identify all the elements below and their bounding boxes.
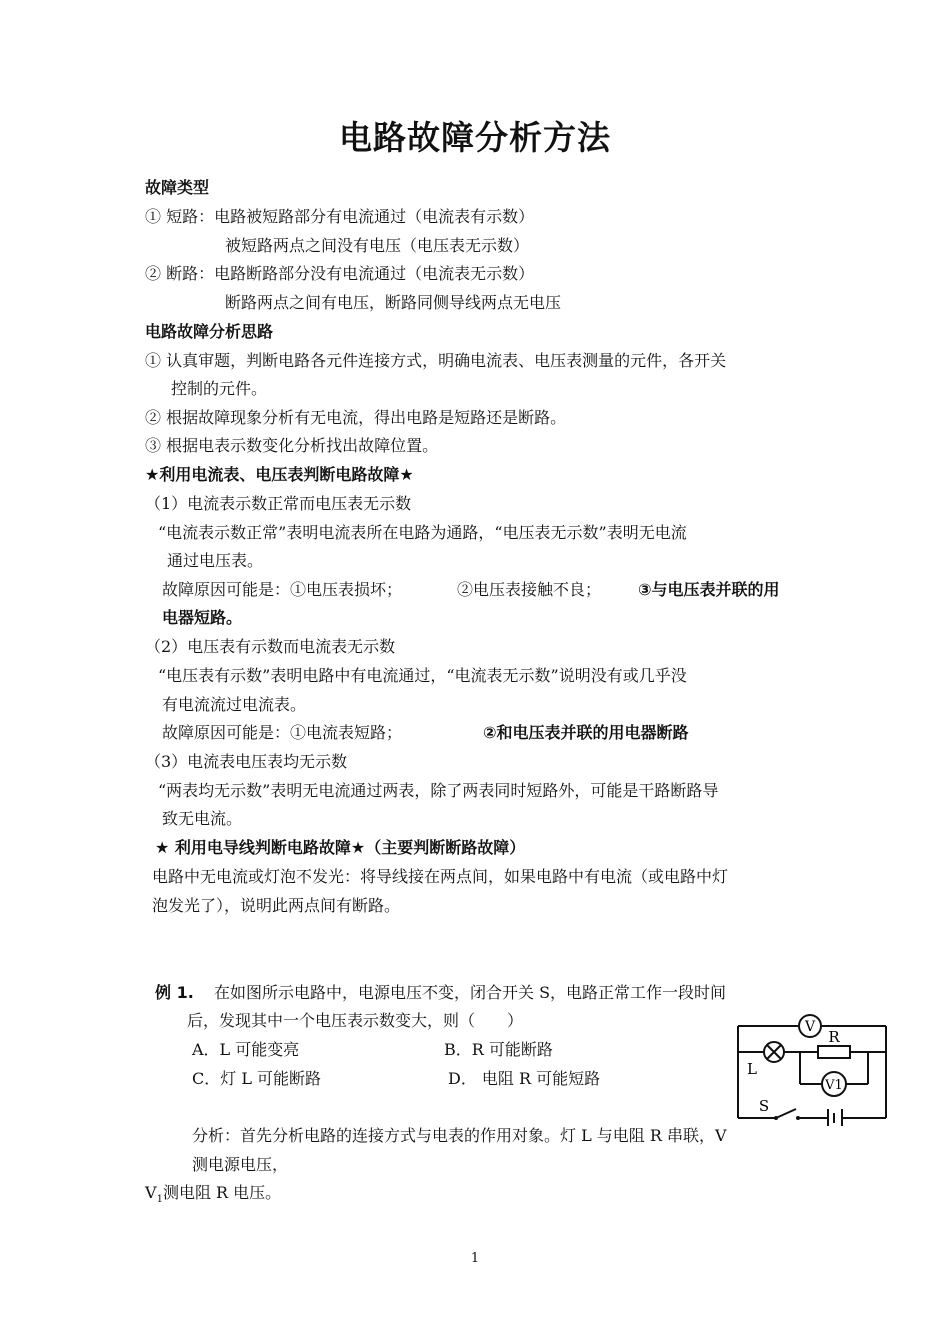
option-a: A．L 可能变亮 xyxy=(192,1040,300,1059)
switch-label: S xyxy=(758,1097,770,1115)
case2-title: （2）电压表有示数而电流表无示数 xyxy=(145,637,396,656)
v1-letter: V xyxy=(145,1183,157,1202)
option-d: D． 电阻 R 可能短路 xyxy=(448,1069,601,1088)
v1-subscript: 1 xyxy=(156,1194,163,1206)
case1-desc-line2: 通过电压表。 xyxy=(167,551,264,570)
open-circuit-line1: ② 断路：电路断路部分没有电流通过（电流表无示数） xyxy=(145,264,535,283)
example-analysis-line1: 分析：首先分析电路的连接方式与电表的作用对象。灯 L 与电阻 R 串联，V xyxy=(192,1126,727,1145)
case2-desc-line2: 有电流流过电流表。 xyxy=(162,695,307,714)
case3-desc-line1: “两表均无示数”表明无电流通过两表，除了两表同时短路外，可能是干路断路导 xyxy=(158,781,719,800)
option-c: C．灯 L 可能断路 xyxy=(192,1069,322,1088)
case3-desc-line2: 致无电流。 xyxy=(162,809,243,828)
short-circuit-line2: 被短路两点之间没有电压（电压表无示数） xyxy=(225,236,530,255)
case1-desc-line1: “电流表示数正常”表明电流表所在电路为通路，“电压表无示数”表明无电流 xyxy=(158,523,687,542)
analysis-approach-heading: 电路故障分析思路 xyxy=(145,322,274,341)
wire-section-line2: 泡发光了），说明此两点间有断路。 xyxy=(152,896,401,915)
wire-section-line1: 电路中无电流或灯泡不发光：将导线接在两点间，如果电路中有电流（或电路中灯 xyxy=(152,867,729,886)
switch-contact-dot xyxy=(796,1116,800,1120)
example-stem-line2: 后，发现其中一个电压表示数变大，则（ ） xyxy=(187,1011,524,1030)
approach-step2: ② 根据故障现象分析有无电流，得出电路是短路还是断路。 xyxy=(145,408,567,427)
case2-cause-prefix: 故障原因可能是：①电流表短路； xyxy=(162,723,403,742)
case2-desc-line1: “电压表有示数”表明电路中有电流通过，“电流表无示数”说明没有或几乎没 xyxy=(158,666,687,685)
resistor-label: R xyxy=(828,1028,840,1046)
approach-step1-line2: 控制的元件。 xyxy=(171,379,268,398)
resistor-icon xyxy=(818,1046,850,1058)
voltmeter-v-label: V xyxy=(804,1019,816,1035)
case1-cause-prefix: 故障原因可能是：①电压表损坏； xyxy=(162,580,403,599)
fault-types-heading: 故障类型 xyxy=(145,178,210,197)
short-circuit-line1: ① 短路：电路被短路部分有电流通过（电流表有示数） xyxy=(145,207,535,226)
page-title: 电路故障分析方法 xyxy=(339,118,611,157)
case2-cause-2: ②和电压表并联的用电器断路 xyxy=(483,723,689,742)
example-label: 例 1. xyxy=(155,983,194,1002)
case3-title: （3）电流表电压表均无示数 xyxy=(145,752,348,771)
voltmeter-v1-label: V1 xyxy=(825,1078,843,1093)
example-analysis-line3 xyxy=(145,1183,281,1206)
approach-step3: ③ 根据电表示数变化分析找出故障位置。 xyxy=(145,436,439,455)
lamp-label: L xyxy=(747,1060,757,1078)
switch-blade xyxy=(776,1109,796,1118)
open-circuit-line2: 断路两点之间有电压，断路同侧导线两点无电压 xyxy=(225,293,562,312)
switch-pivot-dot xyxy=(774,1116,778,1120)
case1-cause-3-part1: ③与电压表并联的用 xyxy=(638,580,780,599)
wire-section-heading: ★ 利用电导线判断电路故障★（主要判断断路故障） xyxy=(155,838,526,857)
case1-title: （1）电流表示数正常而电压表无示数 xyxy=(145,494,412,513)
case1-cause-3-part2: 电器短路。 xyxy=(162,608,243,627)
example-analysis-line2: 测电源电压， xyxy=(192,1155,289,1174)
case1-cause-2: ②电压表接触不良； xyxy=(457,580,602,599)
page-number: 1 xyxy=(470,1251,480,1266)
meter-section-heading: ★利用电流表、电压表判断电路故障★ xyxy=(145,465,414,484)
option-b: B．R 可能断路 xyxy=(444,1040,553,1059)
circuit-diagram xyxy=(730,1010,920,1126)
example-stem-line1: 在如图所示电路中，电源电压不变，闭合开关 S，电路正常工作一段时间 xyxy=(214,983,727,1002)
approach-step1-line1: ① 认真审题，判断电路各元件连接方式，明确电流表、电压表测量的元件，各开关 xyxy=(145,351,727,370)
v1-analysis-rest: 测电阻 R 电压。 xyxy=(162,1183,282,1202)
